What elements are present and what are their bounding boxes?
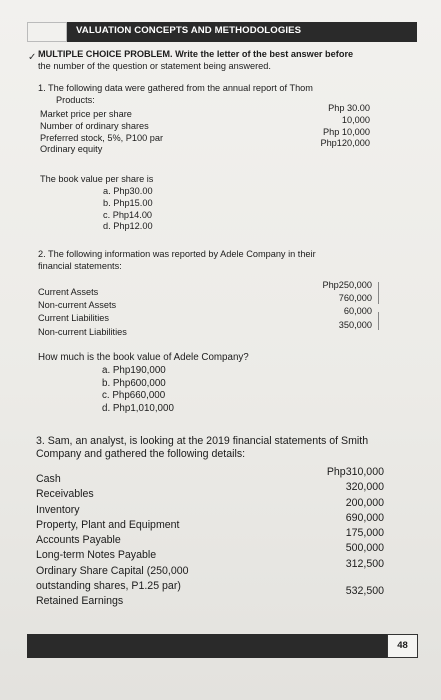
q2-values: [290, 279, 372, 332]
q1-stem: [38, 83, 313, 107]
q1-label: Market price per share: [40, 109, 132, 119]
q2-bracket-bottom: [374, 312, 379, 330]
q1-label: Preferred stock, 5%, P100 par: [40, 132, 164, 143]
q3-label: Long-term Notes Payable: [36, 549, 157, 562]
q2-options: [102, 365, 174, 415]
q3-label: Accounts Payable: [36, 534, 121, 547]
q3-labels: [36, 472, 189, 610]
q2-option-a: a. Php190,000: [102, 365, 166, 376]
q3-values: [300, 465, 384, 572]
q1-value: Php 10,000: [322, 126, 370, 137]
q3-value: 500,000: [345, 542, 384, 555]
instructions-line-1: [38, 49, 353, 61]
q1-option-a: a. Php30.00: [103, 186, 153, 196]
q3-label: Retained Earnings: [36, 595, 124, 608]
q2-bracket-top: [374, 282, 379, 304]
q3-label: outstanding shares, P1.25 par): [36, 580, 181, 593]
q2-stem-line-1: 2. The following information was reported by Adele Company in their: [38, 249, 316, 259]
q3-value: 690,000: [345, 511, 384, 524]
instructions: [38, 49, 353, 73]
q2-value: Php250,000: [322, 280, 372, 290]
header-corner-box: [27, 22, 67, 42]
q1-value: Php120,000: [320, 138, 370, 149]
q2-label: Non-current Liabilities: [38, 326, 127, 337]
instructions-line-2: the number of the question or statement being answered.: [38, 60, 271, 71]
q3-label: Property, Plant and Equipment: [36, 518, 180, 531]
q3-retained-earnings-value: 532,500: [345, 585, 384, 597]
q1-label: Ordinary equity: [40, 144, 103, 155]
page-number: 48: [387, 634, 418, 658]
q1-question: The book value per share is: [40, 174, 154, 184]
q1-value: 10,000: [341, 114, 370, 125]
q3-label: Ordinary Share Capital (250,000: [36, 564, 189, 577]
q1-labels: [40, 109, 163, 156]
q2-option-b: b. Php600,000: [102, 377, 166, 389]
q2-labels: [38, 286, 127, 339]
q1-option-b: b. Php15.00: [103, 197, 153, 208]
q2-question: How much is the book value of Adele Company?: [38, 352, 249, 363]
q2-option-d: d. Php1,010,000: [102, 402, 174, 414]
q3-label: Inventory: [36, 503, 80, 516]
q3-value: Php310,000: [326, 466, 384, 478]
q3-value: 200,000: [345, 496, 384, 509]
q2-label: Non-current Assets: [38, 300, 117, 311]
q2-label: Current Liabilities: [38, 313, 109, 324]
q2-value: 60,000: [343, 306, 372, 317]
q2-stem-line-2: financial statements:: [38, 260, 122, 271]
footer-bar: [27, 634, 387, 658]
checkmark-icon: ✓: [28, 52, 37, 63]
q3-value: 175,000: [345, 527, 384, 540]
q1-value: Php 30.00: [328, 103, 370, 113]
q1-options: [103, 186, 153, 233]
q1-option-d: d. Php12.00: [103, 221, 153, 232]
instructions-line-1-text: MULTIPLE CHOICE PROBLEM. Write the letter of the best answer before: [38, 49, 354, 59]
q2-value: 760,000: [338, 293, 372, 304]
q2-label: Current Assets: [38, 287, 99, 297]
q2-option-c: c. Php660,000: [102, 390, 166, 402]
q3-value: 312,500: [345, 557, 384, 570]
q1-stem-line-1: 1. The following data were gathered from the annual report of Thom: [38, 83, 313, 93]
q3-stem-line-2: Company and gathered the following details:: [36, 447, 246, 460]
q2-stem: [38, 249, 316, 273]
q3-value: 320,000: [345, 481, 384, 494]
q2-value: 350,000: [338, 319, 372, 330]
chapter-header-bar: [27, 22, 417, 42]
q3-stem-line-1: 3. Sam, an analyst, is looking at the 2019 financial statements of Smith: [36, 435, 369, 447]
q3-label: Cash: [36, 473, 61, 485]
q1-values: [280, 103, 370, 150]
q1-stem-line-2: Products:: [56, 94, 95, 105]
chapter-title: VALUATION CONCEPTS AND METHODOLOGIES: [76, 25, 302, 36]
q1-option-c: c. Php14.00: [103, 209, 153, 220]
q3-stem: [36, 435, 368, 461]
q1-label: Number of ordinary shares: [40, 120, 149, 131]
q3-label: Receivables: [36, 488, 94, 501]
